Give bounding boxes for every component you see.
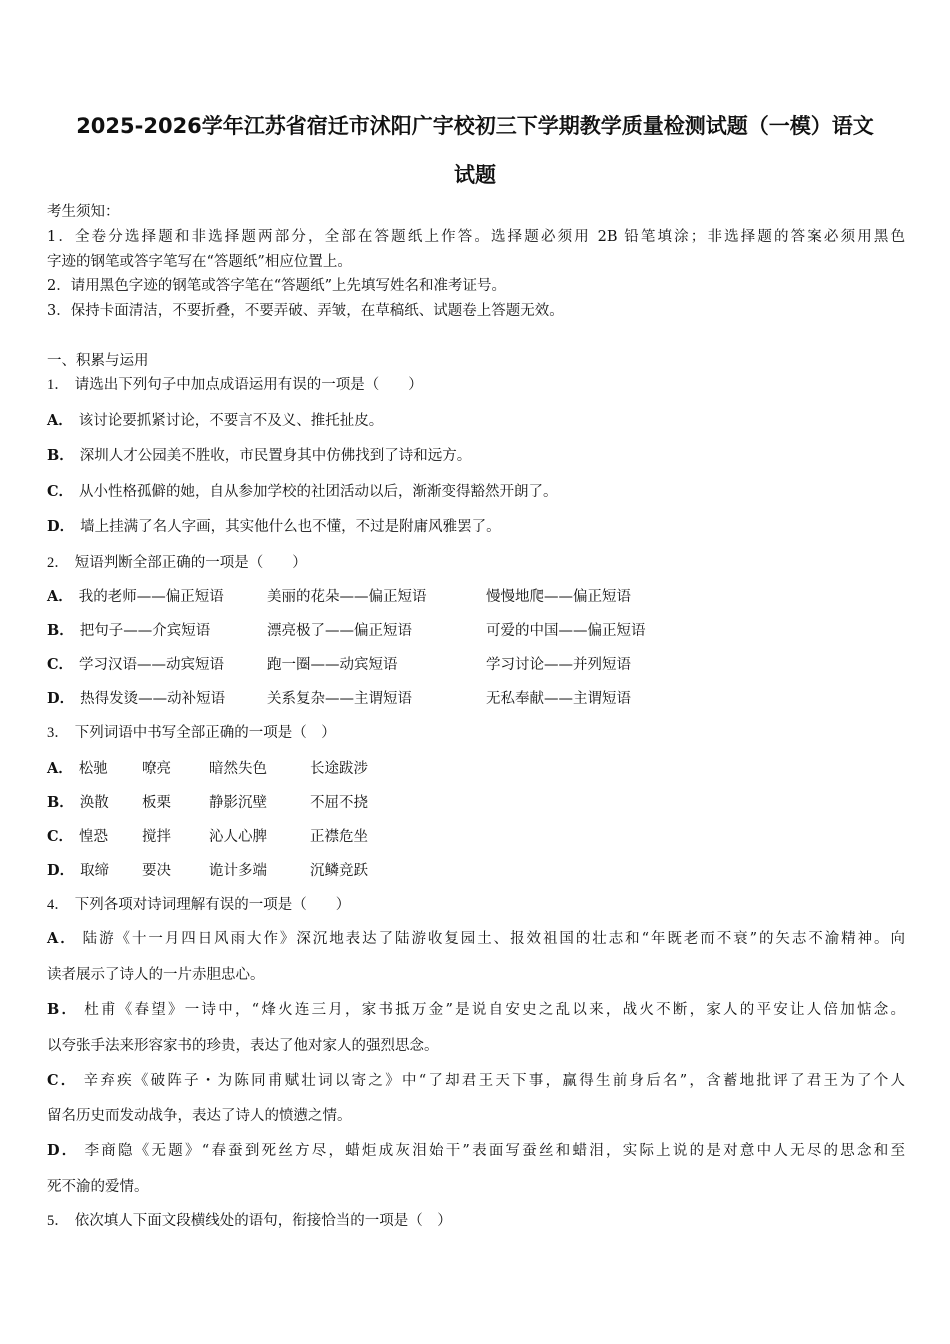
- notice-item-2: 2．请用黑色字迹的钢笔或答字笔在“答题纸”上先填写姓名和准考证号。: [47, 278, 507, 294]
- option-text: 松驰: [78, 761, 108, 777]
- option-label: C．: [47, 1072, 78, 1089]
- option-label: D．: [47, 690, 75, 707]
- option-d-line2: 死不渝的爱情。: [47, 1179, 149, 1195]
- exam-title-line1: 2025-2026学年江苏省宿迁市沭阳广宇校初三下学期教学质量检测试题（一模）语文: [76, 114, 874, 138]
- q1-option-d[interactable]: [47, 517, 501, 537]
- option-b-col3: 可爱的中国——偏正短语: [486, 623, 646, 639]
- option-a-col2: 嘹亮: [142, 761, 171, 777]
- option-label: D．: [47, 518, 75, 535]
- option-text: 深圳人才公园美不胜收，市民置身其中仿佛找到了诗和远方。: [79, 448, 472, 464]
- q1-option-c[interactable]: [47, 482, 558, 502]
- option-text: 把句子——介宾短语: [79, 623, 211, 639]
- option-c-col4: 正襟危坐: [310, 829, 368, 845]
- question-3: [47, 723, 336, 743]
- exam-title-line2: 试题: [454, 163, 496, 187]
- option-a-col2: 美丽的花朵——偏正短语: [267, 589, 427, 605]
- option-d-col2: 要决: [142, 863, 171, 879]
- option-c-line2: 留名历史而发动战争，表达了诗人的愤懑之情。: [47, 1108, 352, 1124]
- option-label: B．: [47, 1001, 79, 1018]
- option-c-line1: [47, 1071, 905, 1091]
- question-stem: 下列词语中书写全部正确的一项是（ ）: [74, 725, 336, 741]
- notice-item-1: 1．全卷分选择题和非选择题两部分，全部在答题纸上作答。选择题必须用 2B 铅笔填涂；非选择题的答案必须用黑色: [47, 229, 905, 245]
- option-c-col1: [47, 827, 108, 847]
- option-label: D．: [47, 862, 75, 879]
- option-c-col3: 学习讨论——并列短语: [486, 657, 631, 673]
- option-a-col4: 长途跋涉: [310, 761, 368, 777]
- question-number: 4．: [47, 897, 69, 913]
- option-d-col2: 关系复杂——主谓短语: [267, 691, 412, 707]
- option-a-col3: 慢慢地爬——偏正短语: [486, 589, 631, 605]
- question-number: 1．: [47, 377, 69, 393]
- option-label: C．: [47, 656, 74, 673]
- option-b-line1: [47, 1000, 905, 1020]
- option-d-line1: [47, 1141, 905, 1161]
- question-number: 3．: [47, 725, 69, 741]
- question-2: [47, 553, 307, 573]
- option-c-col2: 跑一圈——动宾短语: [267, 657, 398, 673]
- option-text: 该讨论要抓紧讨论，不要言不及义、推托扯皮。: [78, 413, 384, 429]
- option-a-line2: 读者展示了诗人的一片赤胆忠心。: [47, 967, 265, 983]
- option-text: 热得发烫——动补短语: [80, 691, 226, 707]
- option-c-col1: [47, 655, 224, 675]
- option-text: 取缔: [80, 863, 110, 879]
- option-label: A．: [47, 412, 73, 429]
- option-d-col3: 诡计多端: [209, 863, 267, 879]
- section-heading: 一、积累与运用: [47, 353, 149, 369]
- question-stem: 依次填人下面文段横线处的语句，衔接恰当的一项是（ ）: [74, 1213, 452, 1229]
- option-d-col4: 沉鳞竞跃: [310, 863, 368, 879]
- notice-item-1-cont: 字迹的钢笔或答字笔写在“答题纸”相应位置上。: [47, 254, 352, 270]
- question-number: 5．: [47, 1213, 69, 1229]
- question-stem: 下列各项对诗词理解有误的一项是（ ）: [74, 897, 351, 913]
- option-d-col3: 无私奉献——主谓短语: [486, 691, 631, 707]
- option-c-col2: 搅拌: [142, 829, 171, 845]
- notice-item-3: 3．保持卡面清洁，不要折叠，不要弄破、弄皱，在草稿纸、试题卷上答题无效。: [47, 303, 564, 319]
- option-text: 我的老师——偏正短语: [78, 589, 224, 605]
- option-label: B．: [47, 447, 74, 464]
- option-text: 墙上挂满了名人字画，其实他什么也不懂，不过是附庸风雅罢了。: [80, 519, 501, 535]
- option-b-col2: 板栗: [142, 795, 171, 811]
- option-a-col3: 暗然失色: [209, 761, 267, 777]
- option-label: C．: [47, 828, 74, 845]
- option-a-col1: [47, 587, 224, 607]
- option-text: 惶恐: [79, 829, 109, 845]
- option-b-col4: 不屈不挠: [310, 795, 368, 811]
- option-a-line1: [47, 929, 905, 949]
- question-5: [47, 1211, 452, 1231]
- question-stem: 请选出下列句子中加点成语运用有误的一项是（ ）: [74, 377, 423, 393]
- option-text: 杜甫《春望》一诗中，“烽火连三月，家书抵万金”是说自安史之乱以来，战火不断，家人的平安让人倍加惦念。: [84, 1002, 905, 1018]
- question-4: [47, 895, 350, 915]
- option-text: 辛弃疾《破阵子・为陈同甫赋壮词以寄之》中“了却君王天下事，赢得生前身后名”，含蓄地批评了君王为了个人: [83, 1073, 905, 1089]
- q1-option-b[interactable]: [47, 446, 471, 466]
- option-c-col3: 沁人心脾: [209, 829, 267, 845]
- question-1: [47, 375, 423, 395]
- option-text: 陆游《十一月四日风雨大作》深沉地表达了陆游收复园土、报效祖国的壮志和“年既老而不衰”的矢志不渝精神。向: [82, 931, 905, 947]
- option-b-line2: 以夸张手法来形容家书的珍贵，表达了他对家人的强烈思念。: [47, 1038, 439, 1054]
- option-label: A．: [47, 588, 73, 605]
- option-text: 涣散: [79, 795, 109, 811]
- question-number: 2．: [47, 555, 69, 571]
- option-b-col1: [47, 793, 109, 813]
- option-label: A．: [47, 760, 73, 777]
- notice-heading: 考生须知：: [47, 204, 120, 220]
- option-a-col1: [47, 759, 108, 779]
- option-text: 学习汉语——动宾短语: [79, 657, 225, 673]
- option-b-col3: 静影沉壁: [209, 795, 267, 811]
- option-d-col1: [47, 689, 225, 709]
- option-text: 李商隐《无题》“春蚕到死丝方尽，蜡炬成灰泪始干”表面写蚕丝和蜡泪，实际上说的是对意中人无尽的思念和至: [84, 1143, 906, 1159]
- option-label: B．: [47, 794, 74, 811]
- question-stem: 短语判断全部正确的一项是（ ）: [74, 555, 307, 571]
- option-b-col1: [47, 621, 210, 641]
- option-label: A．: [47, 930, 77, 947]
- option-b-col2: 漂亮极了——偏正短语: [267, 623, 412, 639]
- option-label: B．: [47, 622, 74, 639]
- q1-option-a[interactable]: [47, 411, 383, 431]
- option-label: C．: [47, 483, 74, 500]
- option-text: 从小性格孤僻的她，自从参加学校的社团活动以后，渐渐变得豁然开朗了。: [79, 484, 558, 500]
- option-label: D．: [47, 1142, 79, 1159]
- option-d-col1: [47, 861, 109, 881]
